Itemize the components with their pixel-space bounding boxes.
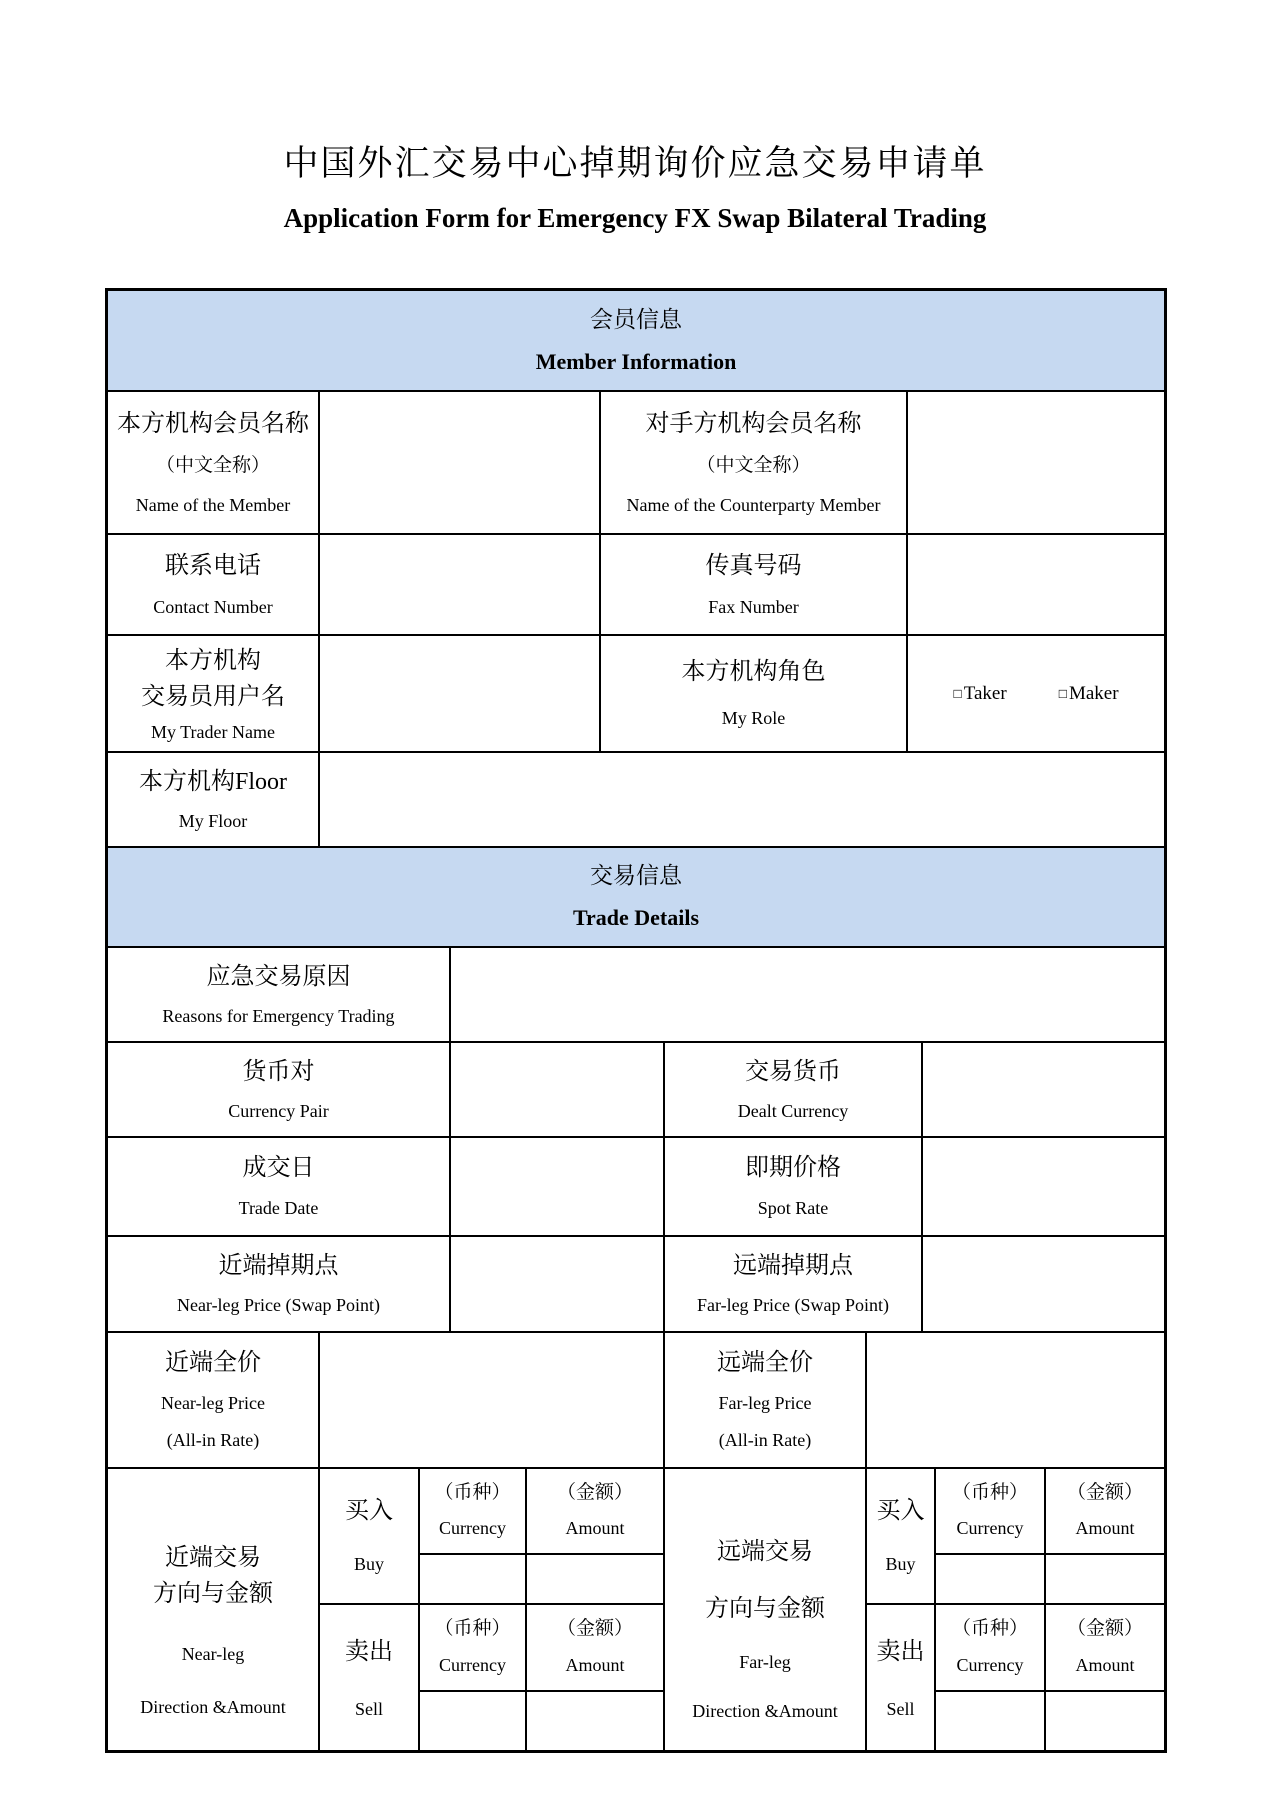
emergency-reason-label: 应急交易原因 Reasons for Emergency Trading: [162, 963, 395, 1026]
dealt-currency-label: 交易货币 Dealt Currency: [663, 1043, 921, 1136]
form-table: [105, 288, 1167, 1753]
member-section-title-en: Member Information: [535, 348, 737, 374]
far-sell-label: 卖出 Sell: [865, 1605, 934, 1752]
near-buy-amount-input[interactable]: [525, 1553, 663, 1603]
checkbox-square-icon: □: [1058, 685, 1067, 701]
currency-pair-input[interactable]: [449, 1043, 663, 1136]
near-direction-label: 近端交易 方向与金额 Near-leg Direction &Amount: [140, 1545, 286, 1717]
far-sell-amount-header: （金额） Amount: [1044, 1605, 1164, 1690]
near-allin-label: 近端全价 Near-leg Price (All-in Rate): [160, 1350, 266, 1451]
fax-number-input[interactable]: [906, 535, 1164, 634]
form-title-chinese: 中国外汇交易中心掉期询价应急交易申请单: [283, 144, 987, 183]
currency-pair-label: 货币对 Currency Pair: [228, 1058, 329, 1121]
member-info-section-header: [108, 291, 1164, 390]
far-sell-currency-header: （币种） Currency: [934, 1605, 1044, 1690]
far-allin-input[interactable]: [865, 1333, 1164, 1467]
near-swap-point-label: 近端掉期点 Near-leg Price (Swap Point): [176, 1253, 381, 1316]
trade-date-input[interactable]: [449, 1138, 663, 1235]
checkbox-square-icon: □: [953, 685, 962, 701]
near-direction-grid: [318, 1469, 663, 1750]
my-floor-input[interactable]: [318, 753, 1164, 846]
far-buy-currency-header: （币种） Currency: [934, 1469, 1044, 1553]
maker-label: Maker: [1068, 682, 1119, 704]
near-sell-amount-input[interactable]: [525, 1690, 663, 1752]
trader-name-input[interactable]: [318, 636, 599, 751]
trader-name-label: 本方机构 交易员用户名 My Trader Name: [141, 648, 285, 743]
counterparty-name-label: 对手方机构会员名称 （中文全称） Name of the Counterparty Member: [599, 392, 906, 533]
far-swap-point-input[interactable]: [921, 1237, 1164, 1331]
dealt-currency-input[interactable]: [921, 1043, 1164, 1136]
near-swap-point-input[interactable]: [449, 1237, 663, 1331]
counterparty-name-input[interactable]: [906, 392, 1164, 533]
maker-checkbox[interactable]: [1059, 683, 1119, 705]
far-allin-label: 远端全价 Far-leg Price (All-in Rate): [663, 1333, 865, 1467]
my-role-label: 本方机构角色 My Role: [599, 636, 906, 751]
near-sell-label: 卖出 Sell: [318, 1605, 418, 1752]
spot-rate-input[interactable]: [921, 1138, 1164, 1235]
far-buy-label: 买入 Buy: [865, 1469, 934, 1603]
emergency-reason-input[interactable]: [449, 948, 1164, 1041]
trade-details-section-header: [108, 846, 1164, 946]
near-sell-amount-header: （金额） Amount: [525, 1605, 663, 1690]
trade-date-label: 成交日 Trade Date: [238, 1155, 319, 1219]
near-buy-label: 买入 Buy: [318, 1469, 418, 1603]
my-floor-label: 本方机构Floor My Floor: [138, 768, 287, 831]
my-member-name-label: 本方机构会员名称 （中文全称） Name of the Member: [117, 410, 309, 515]
trade-section-title-en: Trade Details: [572, 905, 700, 931]
near-buy-currency-input[interactable]: [418, 1553, 525, 1603]
contact-number-label: 联系电话 Contact Number: [153, 552, 273, 617]
far-direction-grid: [865, 1469, 1164, 1750]
member-section-title-cn: 会员信息: [590, 306, 682, 332]
far-buy-amount-input[interactable]: [1044, 1553, 1164, 1603]
taker-label: Taker: [963, 682, 1007, 704]
far-swap-point-label: 远端掉期点 Far-leg Price (Swap Point): [663, 1237, 921, 1331]
spot-rate-label: 即期价格 Spot Rate: [663, 1138, 921, 1235]
far-direction-label: 远端交易 方向与金额 Far-leg Direction &Amount: [663, 1469, 865, 1750]
trade-section-title-cn: 交易信息: [590, 863, 682, 889]
near-sell-currency-header: （币种） Currency: [418, 1605, 525, 1690]
form-title-english: Application Form for Emergency FX Swap Bilateral Trading: [283, 203, 987, 233]
far-buy-amount-header: （金额） Amount: [1044, 1469, 1164, 1553]
near-sell-currency-input[interactable]: [418, 1690, 525, 1752]
my-member-name-input[interactable]: [318, 392, 599, 533]
my-role-options: [906, 636, 1164, 751]
near-buy-amount-header: （金额） Amount: [525, 1469, 663, 1553]
near-buy-currency-header: （币种） Currency: [418, 1469, 525, 1553]
far-buy-currency-input[interactable]: [934, 1553, 1044, 1603]
contact-number-input[interactable]: [318, 535, 599, 634]
fax-number-label: 传真号码 Fax Number: [599, 535, 906, 634]
far-sell-currency-input[interactable]: [934, 1690, 1044, 1752]
far-sell-amount-input[interactable]: [1044, 1690, 1164, 1752]
near-allin-input[interactable]: [318, 1333, 663, 1467]
taker-checkbox[interactable]: [953, 683, 1006, 705]
